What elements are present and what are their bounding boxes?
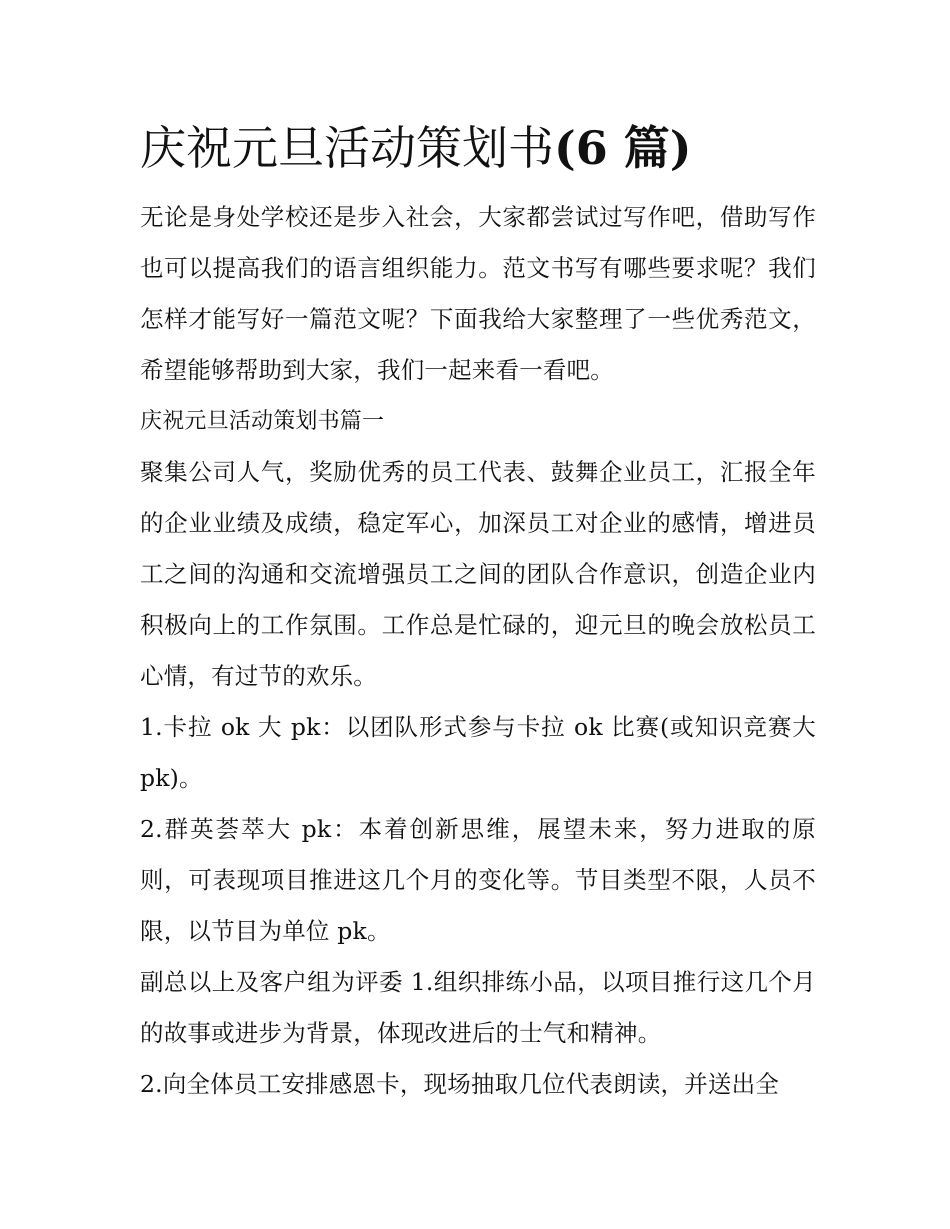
document-page (140, 112, 816, 1110)
intro-paragraph: 无论是身处学校还是步入社会，大家都尝试过写作吧，借助写作也可以提高我们的语言组织能力。范文书写有哪些要求呢？我们怎样才能写好一篇范文呢？下面我给大家整理了一些优秀范文，希望能够帮助到大家，我们一起来看一看吧。 (140, 203, 816, 384)
list-item-karaoke: 1.卡拉 ok 大 pk：以团队形式参与卡拉 ok 比赛(或知识竞赛大 pk)。 (140, 713, 816, 792)
list-item-thanks-card: 2.向全体员工安排感恩卡，现场抽取几位代表朗读，并送出全 (140, 1070, 780, 1098)
list-item-talent: 2.群英荟萃大 pk：本着创新思维，展望未来，努力进取的原则，可表现项目推进这几个月的变化等。节目类型不限，人员不限，以节目为单位 pk。 (140, 815, 816, 945)
title-main: 庆祝元旦活动策划书 (140, 121, 554, 175)
section-heading: 庆祝元旦活动策划书篇一 (140, 409, 385, 434)
purpose-paragraph: 聚集公司人气，奖励优秀的员工代表、鼓舞企业员工，汇报全年的企业业绩及成绩，稳定军心，加深员工对企业的感情，增进员工之间的沟通和交流增强员工之间的团队合作意识，创造企业内积极向上的工作氛围。工作总是忙碌的，迎元旦的晚会放松员工心情，有过节的欢乐。 (140, 458, 816, 690)
judges-paragraph: 副总以上及客户组为评委 1.组织排练小品，以项目推行这几个月的故事或进步为背景，体现改进后的士气和精神。 (140, 968, 816, 1047)
document-title (140, 112, 816, 184)
title-suffix: (6 篇) (554, 121, 692, 175)
